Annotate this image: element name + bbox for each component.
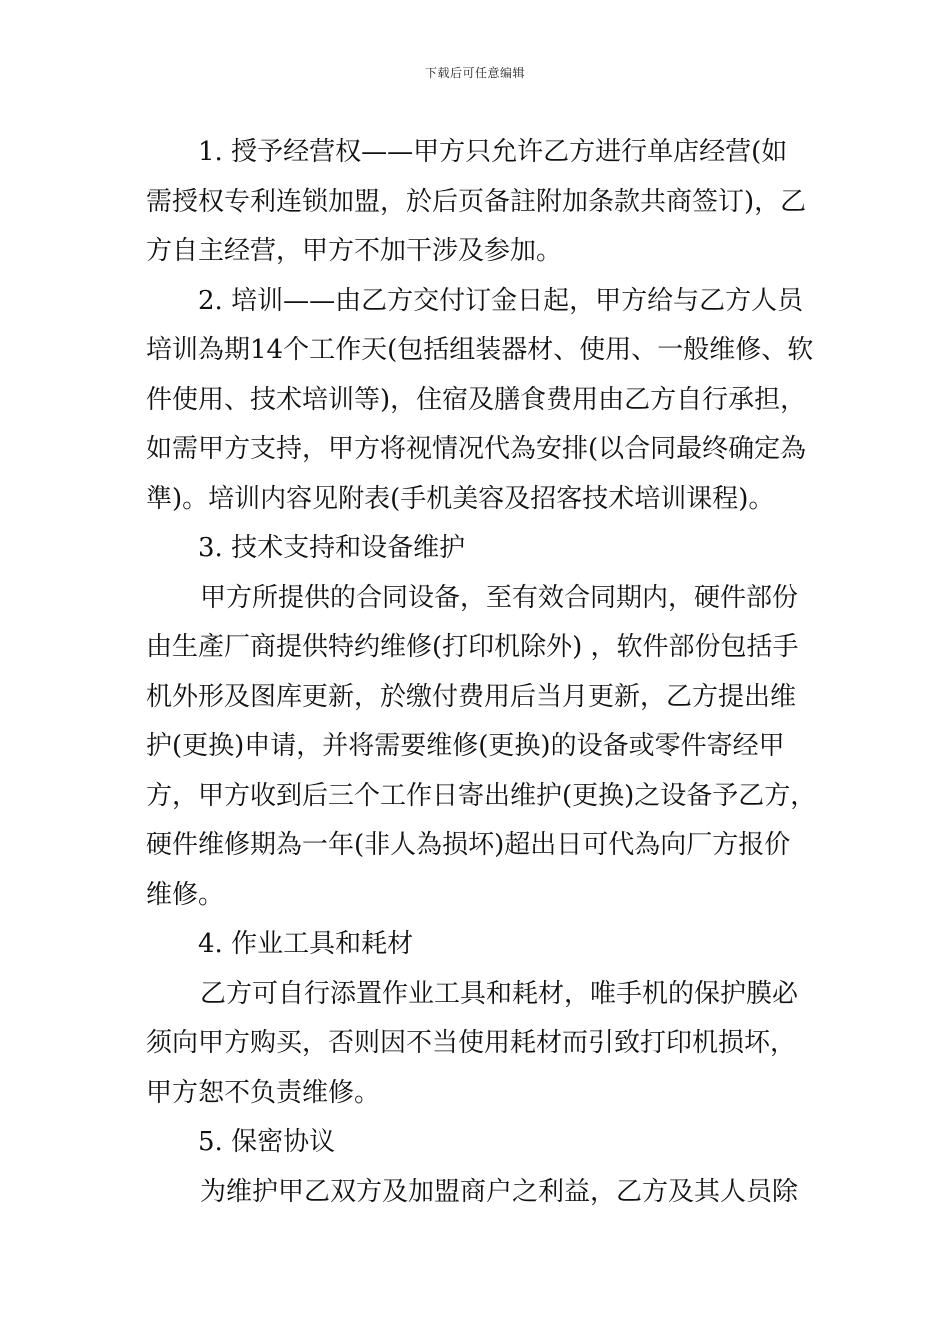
- text-line: 方，甲方收到后三个工作日寄出维护(更换)之设备予乙方，: [146, 780, 817, 811]
- text-line: 件使用、技术培训等)，住宿及膳食费用由乙方自行承担，: [146, 384, 807, 415]
- document-body: [146, 128, 818, 1217]
- text-line: 甲方恕不负责维修。: [146, 1077, 381, 1108]
- text-line: 如需甲方支持，甲方将视情况代為安排(以合同最终确定為: [146, 434, 807, 464]
- section-1-heading-line: 1. 授予经营权——甲方只允许乙方进行单店经营(如: [198, 137, 788, 167]
- page-header: 下载后可任意编辑: [424, 66, 525, 80]
- text-line: 甲方所提供的合同设备，至有效合同期内，硬件部份: [200, 582, 799, 613]
- text-line: 培训為期14个工作天(包括组装器材、使用、一般维修、软: [146, 335, 814, 365]
- text-line: 为维护甲乙双方及加盟商户之利益，乙方及其人员除: [200, 1176, 799, 1207]
- section-3-heading: 3. 技术支持和设备维护: [198, 533, 466, 563]
- text-line: 準)。培训内容见附表(手机美容及招客技术培训课程)。: [146, 483, 775, 514]
- text-line: 硬件维修期為一年(非人為损坏)超出日可代為向厂方报价: [146, 830, 791, 860]
- section-2-heading-line: 2. 培训——由乙方交付订金日起，甲方给与乙方人员: [198, 285, 804, 316]
- text-line: 方自主经营，甲方不加干涉及参加。: [146, 236, 563, 266]
- text-line: 由生產厂商提供特约维修(打印机除外) ，软件部份包括手: [146, 632, 799, 662]
- text-line: 须向甲方购买，否则因不当使用耗材而引致打印机损坏，: [146, 1028, 797, 1058]
- section-5-heading: 5. 保密协议: [198, 1127, 336, 1157]
- text-line: 维修。: [146, 879, 225, 910]
- text-line: 机外形及图库更新，於缴付费用后当月更新，乙方提出维: [146, 681, 797, 712]
- text-line: 需授权专利连锁加盟，於后页备註附加条款共商签订)，乙: [146, 186, 807, 217]
- text-line: 乙方可自行添置作业工具和耗材，唯手机的保护膜必: [200, 978, 799, 1009]
- text-line: 护(更换)申请，并将需要维修(更换)的设备或零件寄经甲: [146, 731, 785, 761]
- section-4-heading: 4. 作业工具和耗材: [198, 929, 414, 959]
